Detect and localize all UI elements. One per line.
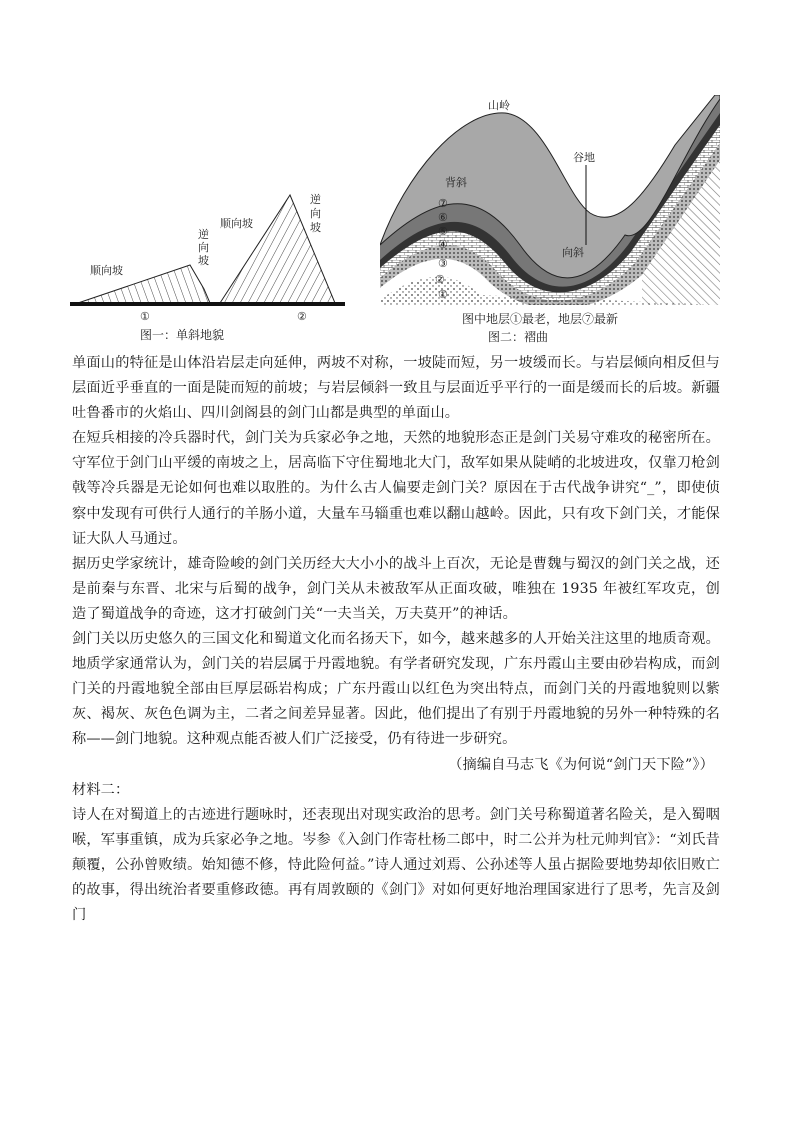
layer-2: ② bbox=[435, 273, 445, 286]
svg-text:向: 向 bbox=[310, 207, 321, 220]
figure2-caption: 图二：褶曲 bbox=[488, 330, 549, 344]
right-steep-slope-label bbox=[310, 193, 321, 234]
ridge-label: 山岭 bbox=[488, 99, 510, 112]
paragraph: 在短兵相接的冷兵器时代，剑门关为兵家必争之地，天然的地貌形态正是剑门关易守难攻的秘密所在。守军位于剑门山平缓的南坡之上，居高临下守住蜀地北大门，敌军如果从陡峭的北坡进攻，仅靠刀枪剑戟等冷兵器是无论如何也难以取胜的。为什么古人偏要走剑门关？原因在于古代战争讲究“_”，即使侦察中发现有可供行人通行的羊肠小道，大量车马辎重也难以翻山越岭。因此，只有攻下剑门关，才能保证大队人马通过。 bbox=[72, 430, 720, 547]
svg-text:向: 向 bbox=[198, 241, 209, 254]
layer-6: ⑥ bbox=[438, 211, 448, 224]
paragraph: 据历史学家统计，雄奇险峻的剑门关历经大大小小的战斗上百次，无论是曹魏与蜀汉的剑门关之战，还是前秦与东晋、北宋与后蜀的战争，剑门关从未被敌军从正面攻破，唯独在 1935 年被红军攻克，创造了蜀道战争的奇迹，这才打破剑门关“一夫当关，万夫莫开”的神话。 bbox=[72, 555, 720, 622]
layer-7: ⑦ bbox=[438, 197, 448, 210]
paragraph: 单面山的特征是山体沿岩层走向延伸，两坡不对称，一坡陡而短，另一坡缓而长。与岩层倾向相反但与层面近乎垂直的一面是陡而短的前坡；与岩层倾斜一致且与层面近乎平行的一面是缓而长的后坡。新疆吐鲁番市的火焰山、四川剑阁县的剑门山都是典型的单面山。 bbox=[72, 355, 720, 422]
syncline-label: 向斜 bbox=[562, 246, 584, 259]
paragraph: 诗人在对蜀道上的古迹进行题咏时，还表现出对现实政治的思考。剑门关号称蜀道著名险关，是入蜀咽喉，军事重镇，成为兵家必争之地。岑参《入剑门作寄杜杨二郎中，时二公并为杜元帅判官》：“刘氏昔颠覆，公孙曾败绩。始知德不修，恃此险何益。”诗人通过刘焉、公孙述等人虽占据险要地势却依旧败亡的故事，得出统治者要重修政德。再有周敦颐的《剑门》对如何更好地治理国家进行了思考，先言及剑门 bbox=[72, 806, 720, 924]
left-gentle-slope-label: 顺向坡 bbox=[90, 264, 123, 277]
anticline-label: 背斜 bbox=[445, 176, 467, 189]
figure-fold bbox=[380, 95, 725, 350]
svg-text:坡: 坡 bbox=[310, 221, 321, 234]
layer-3: ③ bbox=[438, 257, 448, 270]
layer-4: ④ bbox=[438, 238, 448, 251]
valley-label: 谷地 bbox=[573, 151, 595, 164]
marker-1: ① bbox=[140, 310, 150, 323]
article-body bbox=[72, 351, 720, 928]
marker-2: ② bbox=[297, 310, 307, 323]
paragraph: 剑门关以历史悠久的三国文化和蜀道文化而名扬天下，如今，越来越多的人开始关注这里的地质奇观。地质学家通常认为，剑门关的岩层属于丹霞地貌。有学者研究发现，广东丹霞山主要由砂岩构成，而剑门关的丹霞地貌全部由巨厚层砾岩构成；广东丹霞山以红色为突出特点，而剑门关的丹霞地貌则以紫灰、褐灰、灰色色调为主，二者之间差异显著。因此，他们提出了有别于丹霞地貌的另外一种特殊的名称——剑门地貌。这种观点能否被人们广泛接受，仍有待进一步研究。 bbox=[72, 631, 720, 748]
svg-text:逆: 逆 bbox=[310, 193, 321, 206]
layer-1: ① bbox=[438, 288, 448, 301]
right-gentle-slope-label: 顺向坡 bbox=[220, 217, 253, 230]
left-steep-slope-label bbox=[198, 228, 209, 267]
figure-monocline bbox=[70, 190, 350, 350]
figure2-note: 图中地层①最老，地层⑦最新 bbox=[462, 312, 619, 326]
svg-text:坡: 坡 bbox=[198, 254, 209, 267]
source-citation: （摘编自马志飞《为何说“剑门天下险”》） bbox=[448, 756, 714, 773]
section-heading: 材料二： bbox=[72, 781, 130, 798]
ground-line bbox=[70, 302, 345, 306]
layer-5: ⑤ bbox=[438, 225, 448, 238]
figure1-caption: 图一：单斜地貌 bbox=[140, 328, 225, 342]
svg-text:逆: 逆 bbox=[198, 228, 209, 241]
